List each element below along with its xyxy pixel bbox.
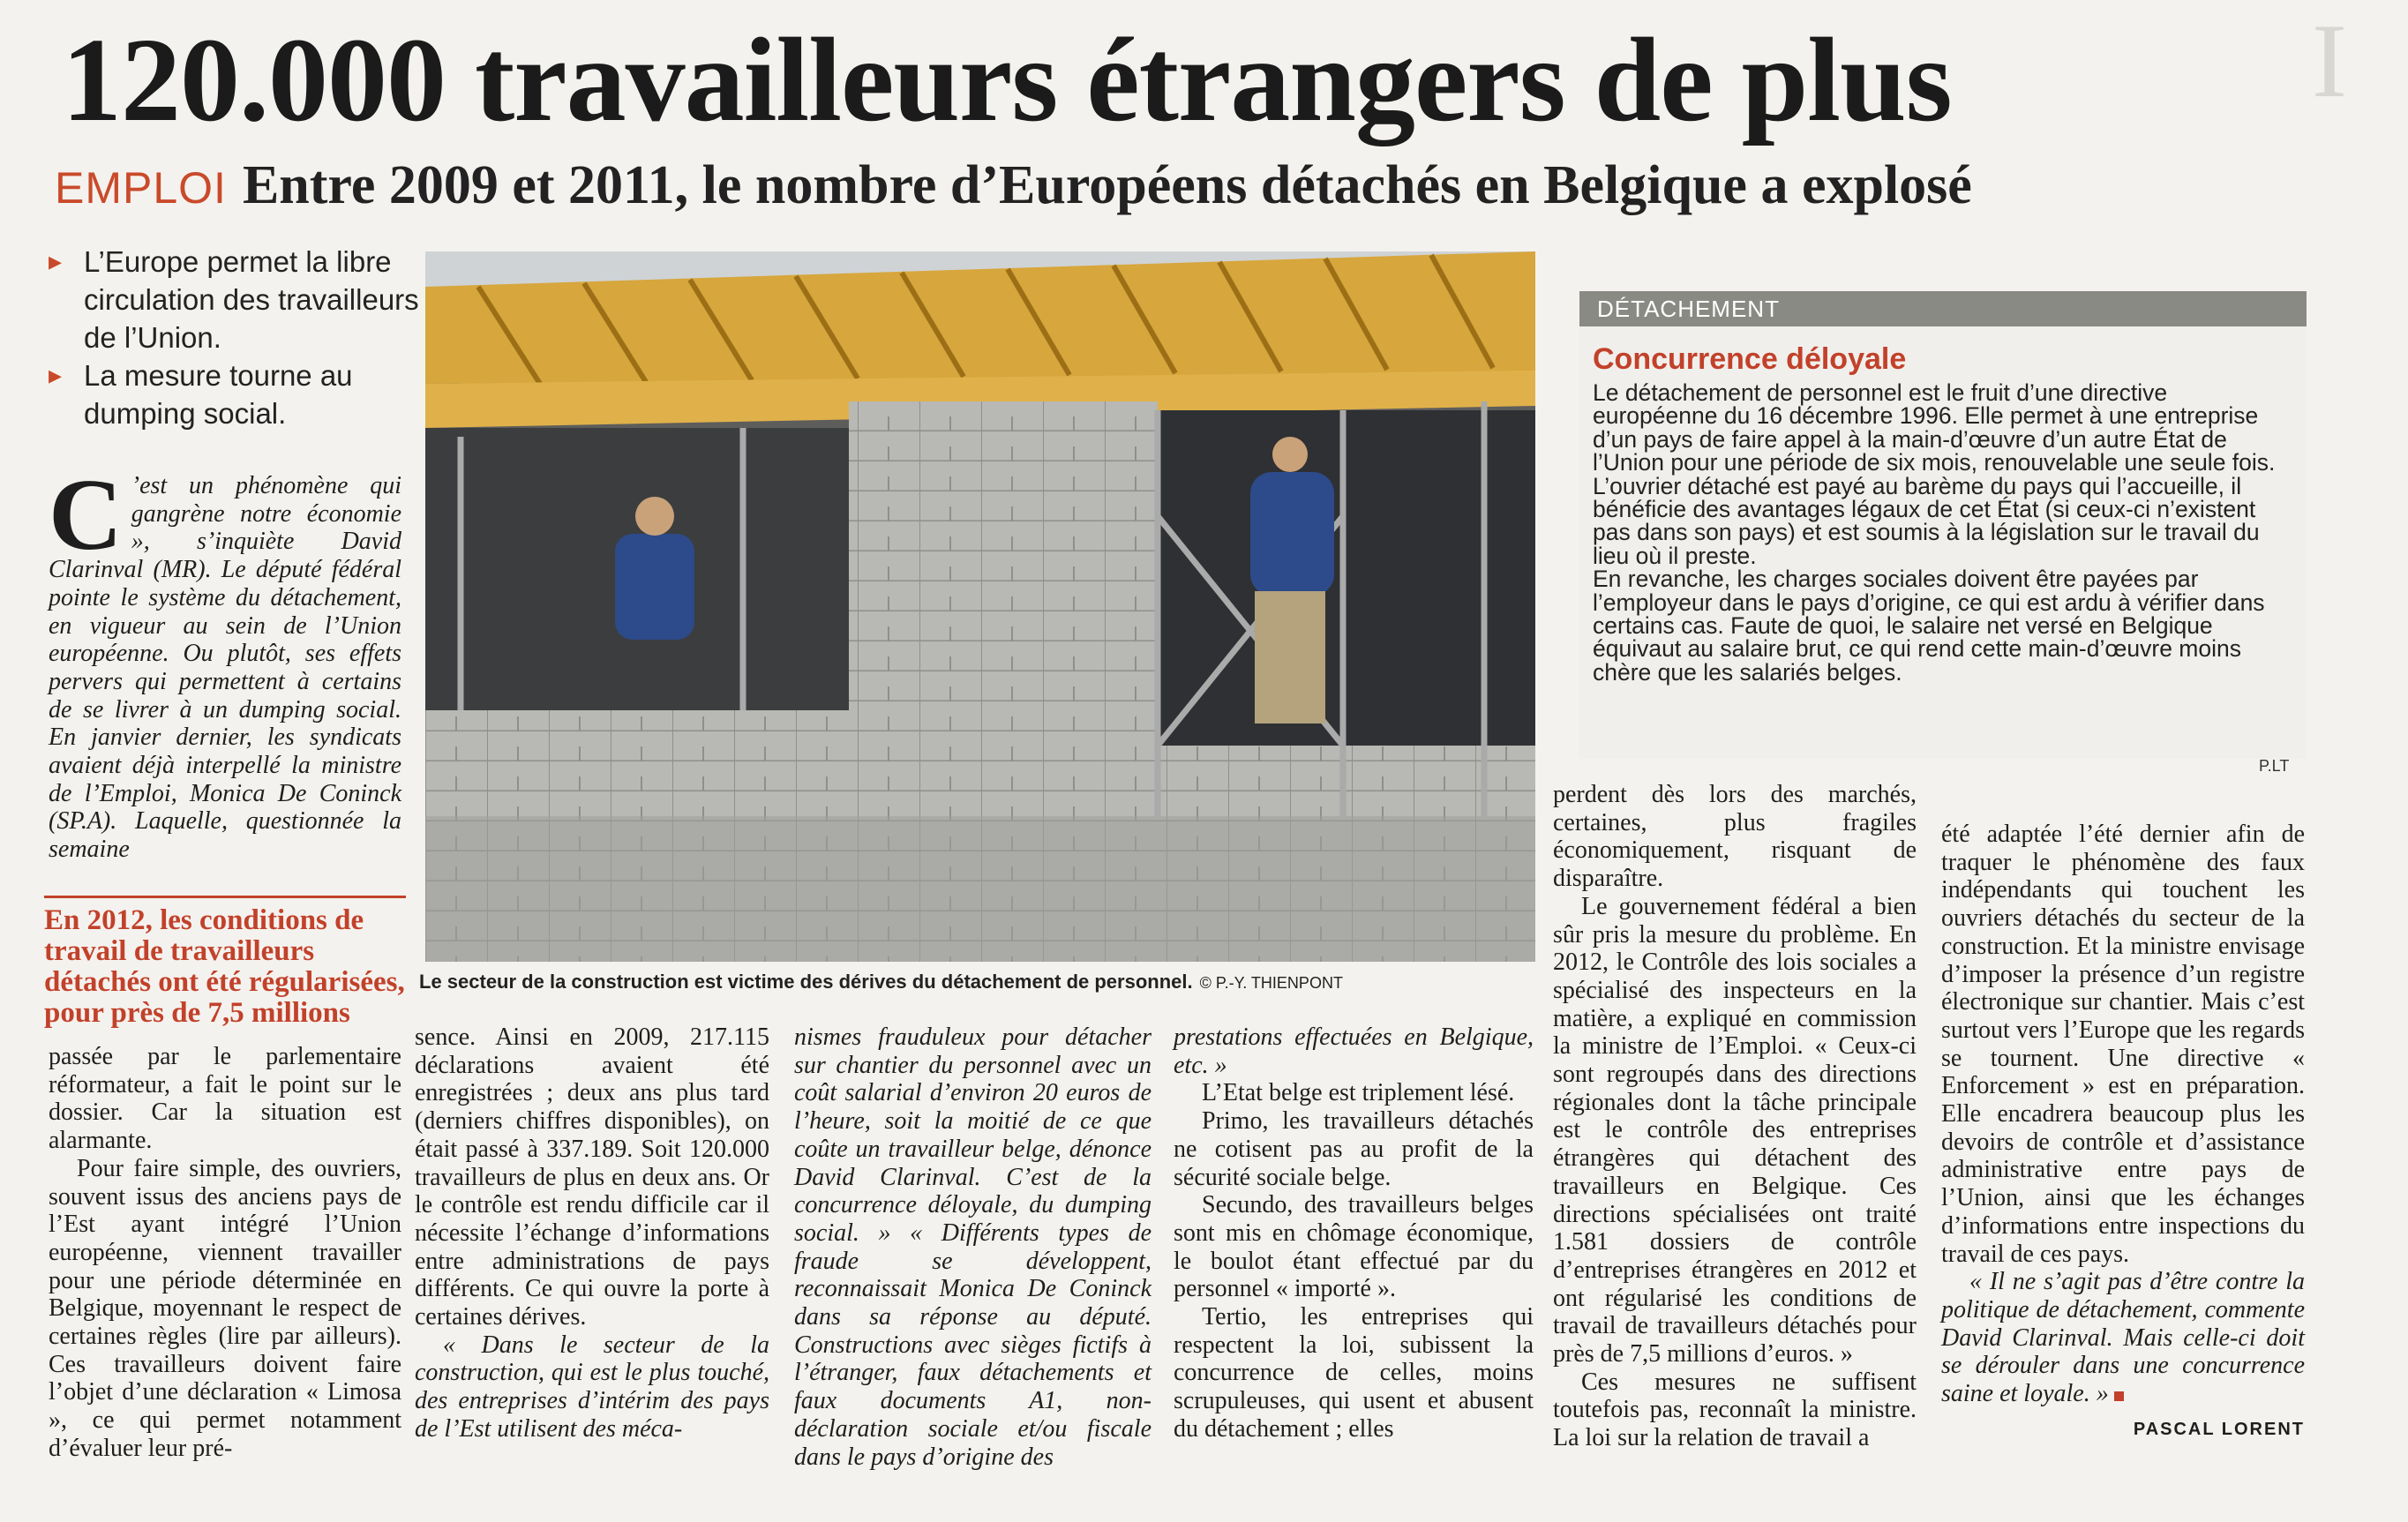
- paragraph: nismes frauduleux pour détacher sur chantier du personnel avec un coût salarial d’environ 20 euros de l’heure, soit la moitié de ce que coûte un travailleur belge, dénonce David Clarinval. C’est de la concurrence déloyale, du dumping social. » « Différents types de fraude se développent, reconnaissait Monica De Coninck dans sa réponse au député. Constructions avec sièges fictifs à l’étranger, faux détachements et faux documents A1, non-déclaration sociale et/ou fiscale dans le pays d’origine des: [794, 1023, 1151, 1471]
- photo-credit: © P.-Y. THIENPONT: [1199, 974, 1343, 992]
- sidebar-signature: P.LT: [2259, 757, 2290, 775]
- summary-bullet: ▸ La mesure tourne au dumping social.: [49, 356, 419, 432]
- article-column-2: [415, 1023, 769, 1443]
- article-column-4: [1174, 1023, 1534, 1443]
- article-column-1b: [49, 1043, 401, 1463]
- paragraph: [1941, 1268, 2305, 1408]
- paragraph: prestations effectuées en Belgique, etc. »: [1174, 1023, 1534, 1079]
- subheadline: Entre 2009 et 2011, le nombre d’Européens détachés en Belgique a explosé: [242, 155, 1972, 215]
- adjacent-page-fragment: I: [2312, 2, 2347, 119]
- article-column-3: [794, 1023, 1151, 1471]
- sidebar-text: [1593, 381, 2290, 684]
- photo-caption: [419, 971, 1531, 993]
- intro-text: ’est un phénomène qui gangrène notre économie », s’inquiète David Clarinval (MR). Le député fédéral pointe le système du détachement, en vigueur au sein de l’Union européenne. Ou plutôt, ses effets pervers qui permettent à certains de se livrer à un dumping social. En janvier dernier, les syndicats avaient déjà interpellé la ministre de l’Emploi, Monica De Coninck (SP.A). Laquelle, questionnée la semaine: [49, 472, 401, 864]
- paragraph: Tertio, les entreprises qui respectent la loi, subissent la concurrence de celles, moins scrupuleuses, qui usent et abusent du détachement ; elles: [1174, 1303, 1534, 1443]
- paragraph: Le gouvernement fédéral a bien sûr pris la mesure du problème. En 2012, le Contrôle des lois sociales a spécialisé des inspecteurs en la matière, a expliqué en commission la ministre de l’Emploi. « Ceux-ci sont regroupés dans des directions régionales dont la tâche principale est le contrôle des entreprises étrangères qui détachent des travailleurs en Belgique. Ces directions spécialisées ont traité 1.581 dossiers de contrôle d’entreprises étrangères en 2012 et ont régularisé les conditions de travail de travailleurs détachés pour près de 7,5 millions d’euros. »: [1553, 892, 1917, 1368]
- paragraph: perdent dès lors des marchés, certaines, plus fragiles économiquement, risquant de disparaître.: [1553, 781, 1917, 893]
- subhead-row: [55, 154, 1972, 217]
- summary-bullet: ▸ L’Europe permet la libre circulation des travailleurs de l’Union.: [49, 243, 419, 356]
- section-kicker: EMPLOI: [55, 163, 227, 213]
- paragraph: passée par le parlementaire réformateur, a fait le point sur le dossier. Car la situation est alarmante.: [49, 1043, 401, 1155]
- sidebar-paragraph: Le détachement de personnel est le fruit d’une directive européenne du 16 décembre 1996. Elle permet à une entreprise d’un pays de faire appel à la main-d’œuvre d’un autre État de l’Union pour une période de six mois, renouvelable une seule fois.: [1593, 379, 2276, 476]
- article-column-5: [1553, 781, 1917, 1452]
- paragraph: sence. Ainsi en 2009, 217.115 déclarations avaient été enregistrées ; deux ans plus tard (derniers chiffres disponibles), on était passé à 337.189. Soit 120.000 travailleurs de plus en deux ans. Or le contrôle est rendu difficile car il nécessite l’échange d’informations entre administrations de pays différents. Ce qui ouvre la porte à certaines dérives.: [415, 1023, 769, 1331]
- headline: 120.000 travailleurs étrangers de plus: [62, 14, 1952, 146]
- summary-bullets: [49, 243, 419, 432]
- construction-site-illustration: [425, 251, 1535, 962]
- sidebar-title: Concurrence déloyale: [1593, 342, 1907, 376]
- end-mark-icon: [2114, 1391, 2124, 1401]
- article-column-6: [1941, 821, 2305, 1443]
- paragraph: été adaptée l’été dernier afin de traquer le phénomène des faux indépendants qui touchent les ouvriers détachés du secteur de la construction. Et la ministre envisage d’imposer la présence d’un registre électronique sur chantier. Mais c’est surtout vers l’Europe que les regards se tournent. Une directive « Enforcement » est en préparation. Elle encadrera beaucoup plus les devoirs de contrôle et d’assistance administrative entre pays de l’Union, ainsi que les échanges d’informations entre inspections du travail de ces pays.: [1941, 821, 2305, 1268]
- paragraph: Pour faire simple, des ouvriers, souvent issus des anciens pays de l’Est ayant intégré l’Union européenne, viennent travailler pour une période déterminée en Belgique, moyennant le respect de certaines règles (lire par ailleurs). Ces travailleurs doivent faire l’objet d’une déclaration « Limosa », ce qui permet notamment d’évaluer leur pré-: [49, 1154, 401, 1462]
- article-column-1: [49, 459, 401, 864]
- paragraph: Secundo, des travailleurs belges sont mis en chômage économique, le boulot étant effectué par du personnel « importé ».: [1174, 1191, 1534, 1303]
- pull-quote: En 2012, les conditions de travail de travailleurs détachés ont été régularisées, pour près de 7,5 millions: [44, 896, 406, 1029]
- construction-photo: [425, 251, 1535, 962]
- sidebar-label: DÉTACHEMENT: [1579, 291, 2307, 326]
- paragraph: « Dans le secteur de la construction, qui est le plus touché, des entreprises d’intérim des pays de l’Est utilisent des méca-: [415, 1331, 769, 1443]
- sidebar-paragraph: En revanche, les charges sociales doivent être payées par l’employeur dans le pays d’origine, ce qui est ardu à vérifier dans certains cas. Faute de quoi, le salaire net versé en Belgique équivaut au salaire brut, ce qui rend cette main-d’œuvre moins chère que les salariés belges.: [1593, 566, 2265, 686]
- paragraph: Ces mesures ne suffisent toutefois pas, reconnaît la ministre. La loi sur la relation de travail a: [1553, 1368, 1917, 1452]
- paragraph: L’Etat belge est triplement lésé.: [1202, 1079, 1515, 1107]
- byline: PASCAL LORENT: [2133, 1419, 2305, 1439]
- paragraph: Primo, les travailleurs détachés ne cotisent pas au profit de la sécurité sociale belge.: [1174, 1107, 1534, 1191]
- sidebar-paragraph: L’ouvrier détaché est payé au barème du pays qui l’accueille, il bénéficie des avantages légaux de cet État (si ceux-ci n’existent pas dans son pays) et est soumis à la législation sur le travail du lieu où il preste.: [1593, 472, 2260, 569]
- byline-row: [1941, 1413, 2305, 1444]
- caption-text: Le secteur de la construction est victime des dérives du détachement de personnel.: [419, 971, 1193, 993]
- drop-cap: C: [49, 459, 123, 572]
- closing-quote: « Il ne s’agit pas d’être contre la politique de détachement, commente David Clarinval. Mais celle-ci doit se dérouler dans une concurrence saine et loyale. »: [1941, 1268, 2305, 1408]
